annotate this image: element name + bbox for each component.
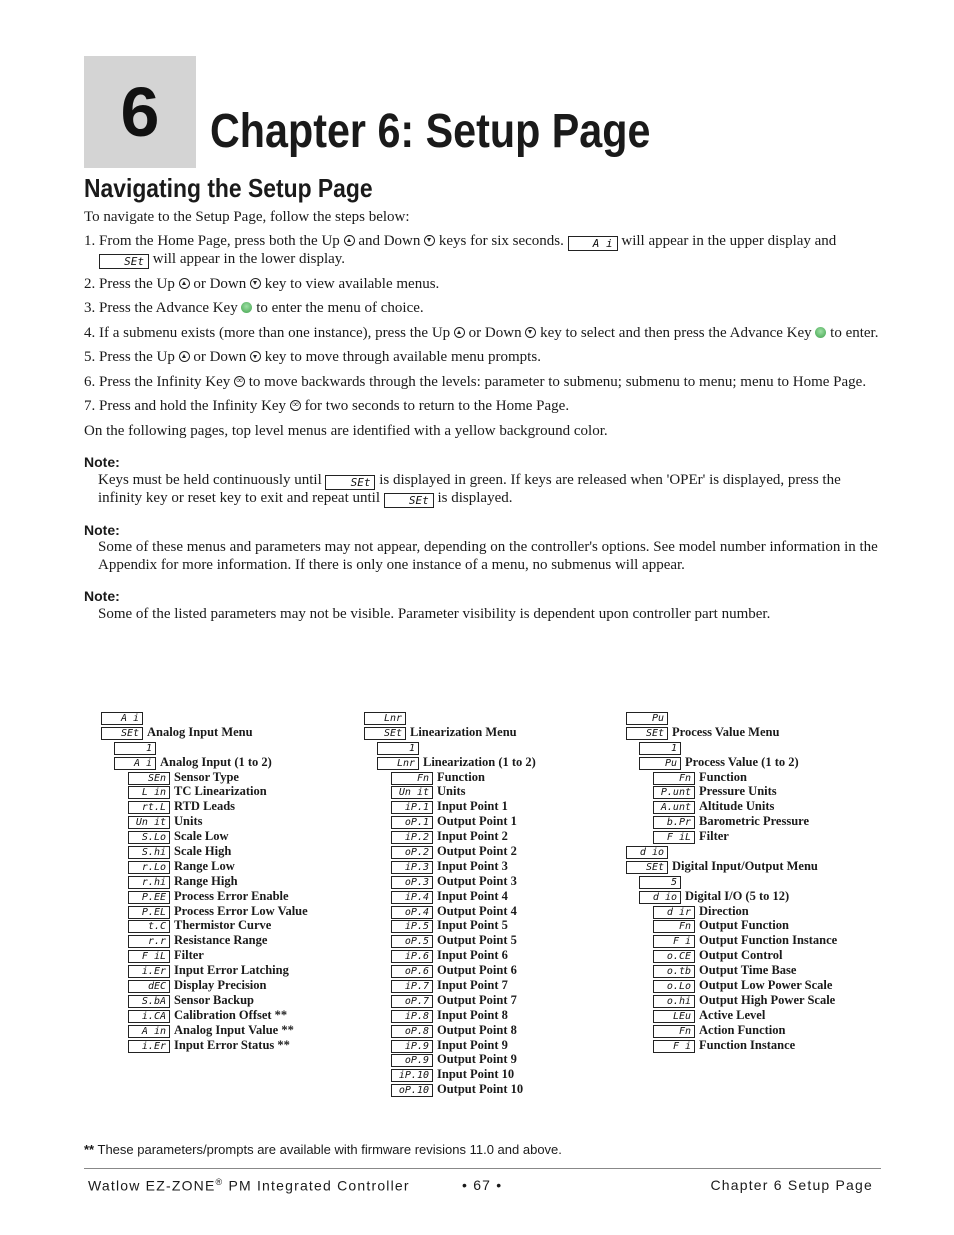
lcd-prompt: oP.2 — [391, 846, 433, 859]
menu-label: Scale High — [174, 844, 232, 859]
lcd-prompt: S.hi — [128, 846, 170, 859]
lcd-prompt: o.Lo — [653, 980, 695, 993]
step-text: to enter. — [830, 324, 879, 341]
menu-row — [626, 799, 926, 814]
lcd-prompt: oP.5 — [391, 935, 433, 948]
footer-divider — [84, 1168, 881, 1169]
menu-row — [101, 963, 401, 978]
menu-label: Function — [699, 769, 747, 784]
menu-label: Output Point 1 — [437, 814, 517, 829]
menu-label: Digital Input/Output Menu — [672, 858, 818, 873]
menu-row — [626, 1038, 926, 1053]
lcd-prompt: r.hi — [128, 876, 170, 889]
step-text: key to move through available menu prompts. — [264, 349, 541, 365]
step-text: and Down — [358, 232, 421, 249]
menu-label: Output Point 4 — [437, 903, 517, 918]
menu-row — [626, 889, 926, 904]
step-text: to enter the menu of choice. — [256, 300, 424, 316]
step-text: keys for six seconds. — [438, 232, 564, 249]
menu-label: Input Error Latching — [174, 963, 289, 978]
menu-label: Input Point 9 — [437, 1037, 508, 1052]
menu-row — [101, 829, 401, 844]
lcd-prompt: F i — [653, 1040, 695, 1053]
step-text: From the Home Page, press both the Up — [99, 232, 340, 249]
menu-row — [364, 978, 664, 993]
down-key-icon — [525, 327, 536, 338]
footnote-text: These parameters/prompts are available with firmware revisions 11.0 and above. — [97, 1142, 562, 1157]
footer-brand: Watlow EZ-ZONE — [88, 1177, 216, 1194]
menu-row — [626, 859, 926, 874]
chapter-title: Chapter 6: Setup Page — [210, 105, 651, 158]
menu-label: Linearization Menu — [410, 724, 517, 739]
menu-row — [364, 829, 664, 844]
lcd-prompt: iP.1 — [391, 801, 433, 814]
menu-label: Process Error Enable — [174, 888, 289, 903]
lcd-prompt: iP.10 — [391, 1069, 433, 1082]
lcd-prompt: t.C — [128, 920, 170, 933]
menu-row — [101, 993, 401, 1008]
down-key-icon — [424, 235, 435, 246]
menu-column-analog-input — [101, 710, 401, 1052]
lcd-prompt: d ir — [653, 906, 695, 919]
menu-label: Process Error Low Value — [174, 903, 308, 918]
lcd-prompt: o.CE — [653, 950, 695, 963]
step-number: 3. — [84, 300, 96, 316]
note-text: Keys must be held continuously until — [98, 471, 322, 488]
lcd-prompt: SEt — [626, 861, 668, 874]
step-text: will appear in the upper display and — [621, 232, 837, 249]
menu-label: Output Point 3 — [437, 873, 517, 888]
step-number: 6. — [84, 373, 96, 390]
up-key-icon — [179, 278, 190, 289]
menu-row — [364, 725, 664, 740]
lcd-prompt: i.Er — [128, 965, 170, 978]
lcd-prompt: o.tb — [653, 965, 695, 978]
menu-label: Altitude Units — [699, 799, 775, 814]
lcd-prompt: d io — [639, 891, 681, 904]
menu-label: Pressure Units — [699, 784, 777, 799]
menu-label: Analog Input Value ** — [174, 1022, 294, 1037]
menu-row — [101, 784, 401, 799]
menu-label: Process Value Menu — [672, 724, 780, 739]
lcd-prompt: A in — [128, 1025, 170, 1038]
lcd-prompt: i.Er — [128, 1040, 170, 1053]
lcd-prompt: 5 — [639, 876, 681, 889]
menu-label: Barometric Pressure — [699, 814, 810, 829]
menu-row — [364, 1082, 664, 1097]
down-key-icon — [250, 278, 261, 289]
menu-label: Analog Input (1 to 2) — [160, 754, 272, 769]
menu-row — [364, 814, 664, 829]
menu-row — [101, 799, 401, 814]
step-text: or Down — [468, 324, 522, 341]
menu-label: Input Point 5 — [437, 918, 508, 933]
up-key-icon — [454, 327, 465, 338]
menu-label: Digital I/O (5 to 12) — [685, 888, 790, 903]
lcd-prompt: oP.7 — [391, 995, 433, 1008]
menu-label: Output Point 9 — [437, 1052, 517, 1067]
menu-row — [364, 799, 664, 814]
step-text: to move backwards through the levels: parameter to submenu; submenu to menu; menu to Home Page. — [248, 373, 867, 390]
infinity-key-icon — [234, 376, 245, 387]
menu-label: Analog Input Menu — [147, 724, 253, 739]
menu-row — [626, 904, 926, 919]
menu-row — [101, 770, 401, 785]
menu-row — [364, 904, 664, 919]
menu-row — [626, 918, 926, 933]
menu-row — [364, 1023, 664, 1038]
menu-label: Function Instance — [699, 1037, 796, 1052]
menu-row — [101, 948, 401, 963]
menu-label: Input Point 3 — [437, 858, 508, 873]
menu-row — [364, 889, 664, 904]
menu-row — [364, 948, 664, 963]
step-text: for two seconds to return to the Home Page. — [304, 398, 570, 414]
footer-product-name: PM Integrated Controller — [228, 1177, 410, 1194]
menu-label: Output High Power Scale — [699, 992, 836, 1007]
lcd-prompt: iP.5 — [391, 920, 433, 933]
lcd-prompt: rt.L — [128, 801, 170, 814]
step-text: Press the Advance Key — [99, 300, 238, 316]
step-3 — [84, 300, 880, 318]
footnote — [84, 1142, 562, 1157]
footer-product — [88, 1177, 410, 1194]
lcd-prompt: L in — [128, 786, 170, 799]
menu-row — [364, 1052, 664, 1067]
lcd-prompt: iP.7 — [391, 980, 433, 993]
menu-label: Units — [174, 814, 203, 829]
step-text: Press the Up — [99, 275, 175, 292]
lcd-display: A i — [568, 236, 618, 251]
lcd-prompt: oP.6 — [391, 965, 433, 978]
menu-row — [364, 859, 664, 874]
lcd-prompt: iP.2 — [391, 831, 433, 844]
menu-row — [101, 725, 401, 740]
lcd-display: SEt — [325, 475, 375, 490]
infinity-key-icon — [290, 400, 301, 411]
menu-row — [626, 814, 926, 829]
lcd-prompt: r.Lo — [128, 861, 170, 874]
lcd-prompt: F iL — [128, 950, 170, 963]
menu-label: Process Value (1 to 2) — [685, 754, 799, 769]
menu-row — [626, 770, 926, 785]
menu-label: Calibration Offset ** — [174, 1007, 288, 1022]
lcd-prompt: A i — [101, 712, 143, 725]
menu-row — [626, 1023, 926, 1038]
lcd-prompt: Pu — [639, 757, 681, 770]
menu-label: Output Time Base — [699, 963, 797, 978]
page-number: • 67 • — [462, 1177, 503, 1193]
lcd-prompt: oP.10 — [391, 1084, 433, 1097]
menu-row — [626, 1008, 926, 1023]
menu-row — [364, 963, 664, 978]
menu-label: Output Point 6 — [437, 963, 517, 978]
step-text: Press and hold the Infinity Key — [99, 398, 287, 414]
footer-chapter: Chapter 6 Setup Page — [710, 1177, 873, 1193]
note-body: Some of these menus and parameters may not appear, depending on the controller's options. See model number information in the Appendix for more information. If there is only one instance of a menu, no submenus will appear. — [98, 539, 878, 573]
lcd-prompt: S.bA — [128, 995, 170, 1008]
lcd-prompt: A.unt — [653, 801, 695, 814]
lcd-display: SEt — [99, 254, 149, 269]
menu-row — [101, 740, 401, 755]
step-text: Press the Infinity Key — [99, 373, 231, 390]
lcd-prompt: oP.4 — [391, 906, 433, 919]
menu-row — [101, 918, 401, 933]
chapter-number: 6 — [120, 73, 160, 151]
menu-row — [626, 844, 926, 859]
lcd-prompt: SEt — [626, 727, 668, 740]
step-text: will appear in the lower display. — [152, 250, 346, 267]
advance-key-icon — [815, 327, 826, 338]
lcd-prompt: SEt — [101, 727, 143, 740]
menu-label: Output Control — [699, 948, 783, 963]
menu-row — [101, 755, 401, 770]
menu-label: Output Low Power Scale — [699, 978, 833, 993]
body-text — [84, 209, 880, 623]
note-heading: Note: — [84, 454, 120, 470]
menu-row — [364, 874, 664, 889]
up-key-icon — [344, 235, 355, 246]
note-heading: Note: — [84, 588, 120, 604]
step-text: or Down — [193, 275, 247, 292]
menu-label: Filter — [699, 829, 729, 844]
lcd-prompt: P.EL — [128, 906, 170, 919]
lcd-prompt: Fn — [653, 920, 695, 933]
menu-label: Resistance Range — [174, 933, 268, 948]
step-text: key to select and then press the Advance Key — [540, 324, 812, 341]
lcd-prompt: SEt — [364, 727, 406, 740]
menu-row — [101, 814, 401, 829]
lcd-prompt: oP.8 — [391, 1025, 433, 1038]
down-key-icon — [250, 351, 261, 362]
note-text: is displayed. — [437, 489, 513, 506]
menu-label: Input Error Status ** — [174, 1037, 290, 1052]
note-body: Some of the listed parameters may not be visible. Parameter visibility is dependent upon controller part number. — [98, 605, 771, 622]
lcd-prompt: Lnr — [364, 712, 406, 725]
lcd-prompt: Fn — [653, 772, 695, 785]
step-number: 2. — [84, 275, 96, 292]
menu-row — [364, 1038, 664, 1053]
menu-label: Output Point 8 — [437, 1022, 517, 1037]
menu-row — [626, 993, 926, 1008]
lcd-prompt: S.Lo — [128, 831, 170, 844]
note-heading: Note: — [84, 521, 120, 538]
lcd-prompt: 1 — [377, 742, 419, 755]
menu-row — [101, 978, 401, 993]
menu-row — [101, 859, 401, 874]
menu-row — [364, 784, 664, 799]
lcd-prompt: r.r — [128, 935, 170, 948]
lcd-display: SEt — [384, 493, 434, 508]
menu-row — [101, 1038, 401, 1053]
menu-row — [364, 844, 664, 859]
menu-label: Linearization (1 to 2) — [423, 754, 536, 769]
lcd-prompt: SEn — [128, 772, 170, 785]
lcd-prompt: oP.3 — [391, 876, 433, 889]
lcd-prompt: iP.8 — [391, 1010, 433, 1023]
lcd-prompt: F iL — [653, 831, 695, 844]
step-1 — [84, 233, 880, 269]
menu-column-linearization — [364, 710, 664, 1097]
lcd-prompt: 1 — [114, 742, 156, 755]
footnote-mark: ** — [84, 1142, 95, 1157]
menu-row — [626, 710, 926, 725]
lcd-prompt: iP.4 — [391, 891, 433, 904]
menu-label: Filter — [174, 948, 204, 963]
lcd-prompt: iP.3 — [391, 861, 433, 874]
lcd-prompt: iP.6 — [391, 950, 433, 963]
menu-label: Active Level — [699, 1007, 766, 1022]
menu-row — [626, 933, 926, 948]
menu-label: Display Precision — [174, 978, 267, 993]
menu-label: Input Point 8 — [437, 1007, 508, 1022]
menu-row — [101, 904, 401, 919]
step-text: If a submenu exists (more than one instance), press the Up — [99, 324, 451, 341]
note-text: is displayed in green. If keys are released when 'OPEr' is displayed, press the infinity key or reset key to exit and repeat until — [98, 471, 841, 506]
lcd-prompt: Fn — [391, 772, 433, 785]
menu-row — [364, 740, 664, 755]
intro-text: To navigate to the Setup Page, follow the steps below: — [84, 209, 410, 225]
menu-row — [101, 889, 401, 904]
registered-mark: ® — [215, 1177, 224, 1187]
menu-row — [626, 978, 926, 993]
menu-label: Sensor Type — [174, 769, 239, 784]
lcd-prompt: oP.1 — [391, 816, 433, 829]
step-4 — [84, 325, 880, 343]
menu-label: Direction — [699, 903, 749, 918]
menu-row — [626, 948, 926, 963]
lcd-prompt: Un it — [128, 816, 170, 829]
menu-row — [626, 829, 926, 844]
lcd-prompt: P.unt — [653, 786, 695, 799]
menu-row — [101, 1023, 401, 1038]
note-body — [84, 472, 880, 508]
menu-label: Scale Low — [174, 829, 229, 844]
step-6 — [84, 374, 880, 392]
menu-label: Units — [437, 784, 466, 799]
menu-label: Range Low — [174, 858, 235, 873]
menu-label: Output Point 5 — [437, 933, 517, 948]
menu-label: Input Point 2 — [437, 829, 508, 844]
step-text: Press the Up — [99, 349, 175, 365]
menu-label: RTD Leads — [174, 799, 236, 814]
menu-row — [364, 933, 664, 948]
menu-row — [101, 874, 401, 889]
section-title: Navigating the Setup Page — [84, 173, 373, 203]
step-2 — [84, 276, 880, 294]
lcd-prompt: b.Pr — [653, 816, 695, 829]
menu-row — [364, 993, 664, 1008]
step-text: key to view available menus. — [264, 275, 440, 292]
lcd-prompt: Lnr — [377, 757, 419, 770]
lcd-prompt: Un it — [391, 786, 433, 799]
menu-row — [626, 963, 926, 978]
advance-key-icon — [241, 302, 252, 313]
menu-label: Thermistor Curve — [174, 918, 272, 933]
menu-row — [364, 755, 664, 770]
lcd-prompt: 1 — [639, 742, 681, 755]
step-number: 1. — [84, 232, 96, 249]
lcd-prompt: i.CA — [128, 1010, 170, 1023]
lcd-prompt: o.hi — [653, 995, 695, 1008]
lcd-prompt: Fn — [653, 1025, 695, 1038]
menu-row — [364, 918, 664, 933]
menu-label: Input Point 10 — [437, 1067, 515, 1082]
menu-row — [626, 784, 926, 799]
lcd-prompt: A i — [114, 757, 156, 770]
lcd-prompt: LEu — [653, 1010, 695, 1023]
menu-row — [101, 710, 401, 725]
step-7 — [84, 398, 880, 416]
menu-row — [101, 844, 401, 859]
step-number: 4. — [84, 324, 96, 341]
menu-label: Function — [437, 769, 485, 784]
menu-row — [364, 710, 664, 725]
steps-list — [84, 233, 880, 416]
chapter-number-box — [84, 56, 196, 168]
menu-label: Output Point 10 — [437, 1082, 524, 1097]
menu-row — [626, 740, 926, 755]
lcd-prompt: P.EE — [128, 891, 170, 904]
menu-label: TC Linearization — [174, 784, 267, 799]
step-number: 7. — [84, 398, 96, 414]
lcd-prompt: F i — [653, 935, 695, 948]
menu-label: Input Point 6 — [437, 948, 508, 963]
menu-row — [364, 770, 664, 785]
step-5 — [84, 349, 880, 367]
menu-label: Output Point 2 — [437, 844, 517, 859]
menu-label: Input Point 7 — [437, 978, 508, 993]
menu-label: Sensor Backup — [174, 992, 255, 1007]
menu-label: Input Point 1 — [437, 799, 508, 814]
menu-label: Output Function — [699, 918, 789, 933]
menu-row — [626, 755, 926, 770]
step-text: or Down — [193, 349, 247, 365]
lcd-prompt: iP.9 — [391, 1040, 433, 1053]
lcd-prompt: Pu — [626, 712, 668, 725]
menu-label: Output Function Instance — [699, 933, 838, 948]
menu-column-process-value-digital-io — [626, 710, 926, 1052]
menu-label: Action Function — [699, 1022, 786, 1037]
lcd-prompt: oP.9 — [391, 1054, 433, 1067]
menu-row — [101, 1008, 401, 1023]
after-steps-text: On the following pages, top level menus are identified with a yellow background color. — [84, 422, 608, 439]
menu-row — [626, 725, 926, 740]
menu-row — [626, 874, 926, 889]
menu-label: Output Point 7 — [437, 992, 517, 1007]
lcd-prompt: dEC — [128, 980, 170, 993]
menu-row — [364, 1008, 664, 1023]
menu-row — [101, 933, 401, 948]
menu-row — [364, 1067, 664, 1082]
step-number: 5. — [84, 349, 96, 365]
menu-label: Range High — [174, 873, 238, 888]
lcd-prompt: d io — [626, 846, 668, 859]
menu-label: Input Point 4 — [437, 888, 508, 903]
up-key-icon — [179, 351, 190, 362]
